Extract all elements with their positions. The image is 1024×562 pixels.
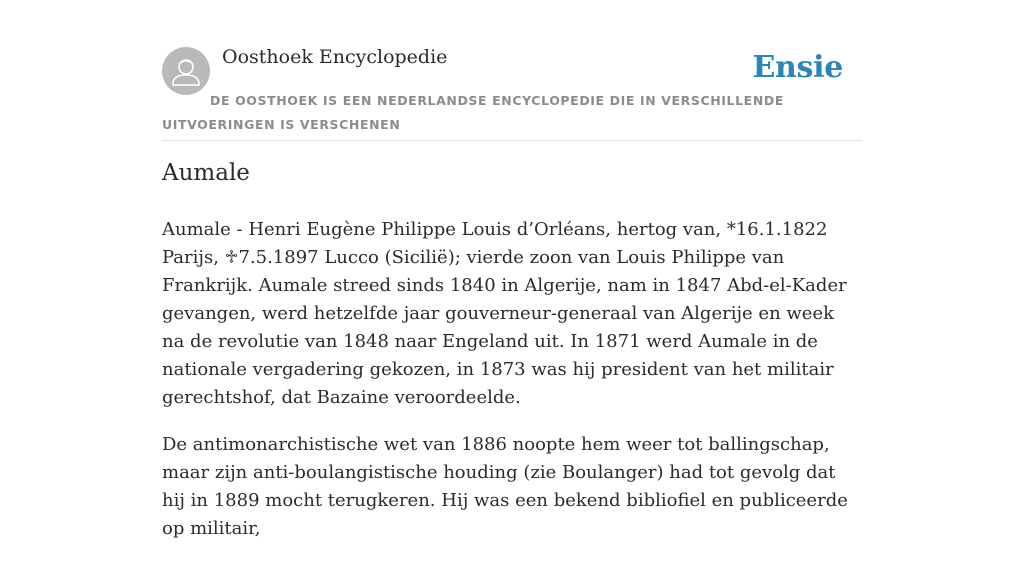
page	[162, 0, 862, 539]
article-paragraph: Aumale - Henri Eugène Philippe Louis d’Orléans, hertog van, *16.1.1822 Parijs, ♱7.5.1897 Lucco (Sicilië); vierde zoon van Louis Philippe van Frankrijk. Aumale streed sinds 1840 in Algerije, nam in 1847 Abd-el-Kader gevangen, werd hetzelfde jaar gouverneur-generaal van Algerije en week na de revolutie van 1848 naar Engeland uit. In 1871 werd Aumale in de nationale vergadering gekozen, in 1873 was hij president van het militair gerechtshof, dat Bazaine veroordeelde.	[162, 219, 847, 408]
page-title: Aumale	[162, 160, 250, 186]
avatar[interactable]	[162, 47, 210, 95]
site-name-link[interactable]: Oosthoek Encyclopedie	[222, 46, 448, 68]
article-body	[162, 216, 862, 562]
site-header	[162, 0, 862, 141]
article-paragraph: De antimonarchistische wet van 1886 noopte hem weer tot ballingschap, maar zijn anti-boulangistische houding (zie Boulanger) had tot gevolg dat hij in 1889 mocht terugkeren. Hij was een bekend bibliofiel en publiceerde op militair,	[162, 434, 848, 539]
user-icon	[162, 47, 210, 95]
brand-logo-link[interactable]: Ensie	[752, 50, 843, 85]
site-tagline: DE OOSTHOEK IS EEN NEDERLANDSE ENCYCLOPEDIE DIE IN VERSCHILLENDE UITVOERINGEN IS VERSCHENEN	[162, 93, 784, 132]
